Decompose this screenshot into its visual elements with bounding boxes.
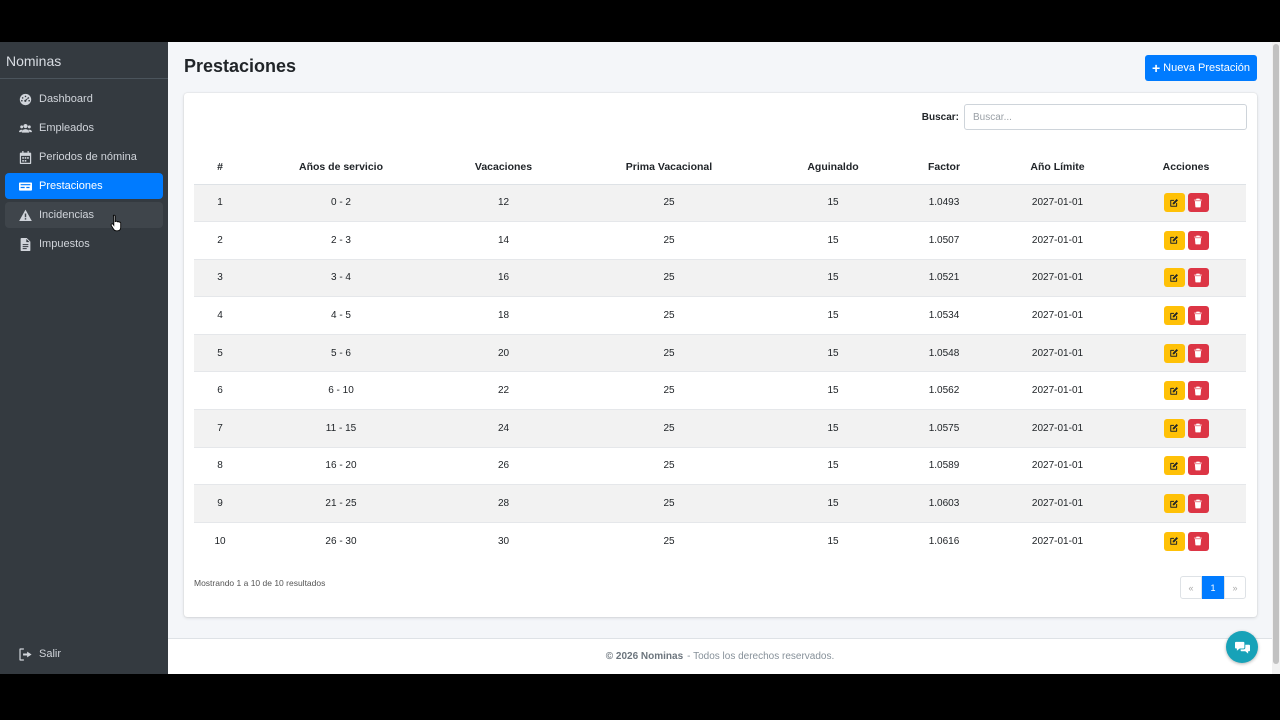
search-label: Buscar: xyxy=(921,111,959,123)
edit-icon xyxy=(1169,348,1179,358)
sidebar-item-dashboard[interactable] xyxy=(5,86,163,112)
scrollbar-thumb[interactable] xyxy=(1273,44,1279,664)
edit-icon xyxy=(1169,311,1179,321)
edit-button[interactable] xyxy=(1164,532,1185,551)
table-cell: 18 xyxy=(436,297,571,335)
table-cell: 15 xyxy=(767,184,899,222)
actions-cell xyxy=(1126,297,1246,335)
table-cell: 2027-01-01 xyxy=(989,259,1126,297)
row-actions xyxy=(1164,419,1209,438)
table-row xyxy=(194,447,1246,485)
edit-icon xyxy=(1169,536,1179,546)
table-cell: 15 xyxy=(767,259,899,297)
row-actions xyxy=(1164,231,1209,250)
table-cell: 3 - 4 xyxy=(246,259,436,297)
delete-button[interactable] xyxy=(1188,419,1209,438)
table-cell: 1.0493 xyxy=(899,184,989,222)
search-input[interactable] xyxy=(964,104,1247,130)
edit-icon xyxy=(1169,499,1179,509)
app-screen xyxy=(0,42,1280,674)
edit-button[interactable] xyxy=(1164,344,1185,363)
table-cell: 15 xyxy=(767,297,899,335)
trash-icon xyxy=(1193,311,1203,321)
table-cell: 24 xyxy=(436,410,571,448)
delete-button[interactable] xyxy=(1188,193,1209,212)
table-cell: 15 xyxy=(767,447,899,485)
chat-button[interactable] xyxy=(1226,631,1258,663)
sidebar-nav xyxy=(0,79,168,257)
trash-icon xyxy=(1193,198,1203,208)
table-cell: 8 xyxy=(194,447,246,485)
table-cell: 2027-01-01 xyxy=(989,410,1126,448)
edit-button[interactable] xyxy=(1164,193,1185,212)
table-cell: 2 xyxy=(194,222,246,260)
table-cell: 1.0575 xyxy=(899,410,989,448)
column-header-factor[interactable]: Factor xyxy=(899,150,989,184)
pagination-prev-button[interactable]: « xyxy=(1180,576,1202,599)
edit-icon xyxy=(1169,273,1179,283)
search-bar xyxy=(922,104,1247,130)
table-cell: 6 xyxy=(194,372,246,410)
document-icon xyxy=(18,237,32,251)
actions-cell xyxy=(1126,259,1246,297)
edit-button[interactable] xyxy=(1164,494,1185,513)
table-cell: 1.0562 xyxy=(899,372,989,410)
table-cell: 26 xyxy=(436,447,571,485)
actions-cell xyxy=(1126,522,1246,560)
table-row xyxy=(194,372,1246,410)
table-cell: 25 xyxy=(571,485,767,523)
prestaciones-card xyxy=(184,93,1257,617)
table-cell: 4 xyxy=(194,297,246,335)
hand-cursor-icon xyxy=(110,214,122,232)
trash-icon xyxy=(1193,386,1203,396)
calendar-icon xyxy=(18,150,32,164)
table-cell: 14 xyxy=(436,222,571,260)
delete-button[interactable] xyxy=(1188,231,1209,250)
delete-button[interactable] xyxy=(1188,268,1209,287)
row-actions xyxy=(1164,344,1209,363)
table-row xyxy=(194,485,1246,523)
table-cell: 28 xyxy=(436,485,571,523)
table-cell: 25 xyxy=(571,259,767,297)
column-header-acciones: Acciones xyxy=(1126,150,1246,184)
table-cell: 1.0589 xyxy=(899,447,989,485)
table-cell: 25 xyxy=(571,372,767,410)
table-cell: 1.0507 xyxy=(899,222,989,260)
table-cell: 2027-01-01 xyxy=(989,522,1126,560)
footer-copyright: © 2026 Nominas xyxy=(605,651,684,662)
table-cell: 2027-01-01 xyxy=(989,222,1126,260)
actions-cell xyxy=(1126,334,1246,372)
table-cell: 11 - 15 xyxy=(246,410,436,448)
table-cell: 15 xyxy=(767,222,899,260)
row-actions xyxy=(1164,268,1209,287)
column-header-vacaciones[interactable]: Vacaciones xyxy=(436,150,571,184)
actions-cell xyxy=(1126,222,1246,260)
table-cell: 2 - 3 xyxy=(246,222,436,260)
pagination-page-button[interactable]: 1 xyxy=(1202,576,1224,599)
edit-icon xyxy=(1169,198,1179,208)
row-actions xyxy=(1164,456,1209,475)
table-cell: 1.0521 xyxy=(899,259,989,297)
column-header-anos-servicio[interactable]: Años de servicio xyxy=(246,150,436,184)
table-cell: 1.0603 xyxy=(899,485,989,523)
chat-icon xyxy=(1235,640,1250,655)
table-cell: 2027-01-01 xyxy=(989,485,1126,523)
new-prestacion-label: Nueva Prestación xyxy=(1163,62,1250,74)
table-cell: 25 xyxy=(571,297,767,335)
table-cell: 5 - 6 xyxy=(246,334,436,372)
dashboard-icon xyxy=(18,92,32,106)
table-cell: 15 xyxy=(767,334,899,372)
sidebar-item-label: Dashboard xyxy=(39,93,93,105)
table-cell: 2027-01-01 xyxy=(989,184,1126,222)
brand-title[interactable]: Nominas xyxy=(0,42,168,79)
actions-cell xyxy=(1126,447,1246,485)
edit-button[interactable] xyxy=(1164,381,1185,400)
edit-icon xyxy=(1169,386,1179,396)
edit-icon xyxy=(1169,235,1179,245)
users-icon xyxy=(18,121,32,135)
table-cell: 25 xyxy=(571,522,767,560)
table-cell: 22 xyxy=(436,372,571,410)
logout-button[interactable] xyxy=(5,641,163,667)
warning-icon xyxy=(18,208,32,222)
sidebar-item-empleados[interactable] xyxy=(5,115,163,141)
delete-button[interactable] xyxy=(1188,381,1209,400)
sidebar-item-label: Incidencias xyxy=(39,209,95,221)
delete-button[interactable] xyxy=(1188,532,1209,551)
table-row xyxy=(194,184,1246,222)
table-cell: 6 - 10 xyxy=(246,372,436,410)
logout-label: Salir xyxy=(39,648,62,660)
trash-icon xyxy=(1193,235,1203,245)
actions-cell xyxy=(1126,184,1246,222)
delete-button[interactable] xyxy=(1188,494,1209,513)
table-cell: 7 xyxy=(194,410,246,448)
table-body xyxy=(194,184,1246,560)
sign-out-icon xyxy=(18,647,32,661)
table-cell: 16 xyxy=(436,259,571,297)
table-cell: 21 - 25 xyxy=(246,485,436,523)
sidebar-item-label: Periodos de nómina xyxy=(39,151,137,163)
new-prestacion-button[interactable] xyxy=(1145,55,1257,81)
row-actions xyxy=(1164,532,1209,551)
footer xyxy=(168,638,1272,674)
pagination-next-button[interactable]: » xyxy=(1224,576,1246,599)
table-cell: 1.0534 xyxy=(899,297,989,335)
page-title: Prestaciones xyxy=(184,56,297,76)
edit-button[interactable] xyxy=(1164,456,1185,475)
table-row xyxy=(194,222,1246,260)
table-cell: 30 xyxy=(436,522,571,560)
table-cell: 20 xyxy=(436,334,571,372)
table-row xyxy=(194,410,1246,448)
card-icon xyxy=(18,179,32,193)
trash-icon xyxy=(1193,536,1203,546)
table-cell: 16 - 20 xyxy=(246,447,436,485)
row-actions xyxy=(1164,494,1209,513)
column-header-ano-limite[interactable]: Año Límite xyxy=(989,150,1126,184)
table-row xyxy=(194,259,1246,297)
table-cell: 2027-01-01 xyxy=(989,447,1126,485)
trash-icon xyxy=(1193,348,1203,358)
column-header-aguinaldo[interactable]: Aguinaldo xyxy=(767,150,899,184)
sidebar xyxy=(0,42,168,674)
column-header-number[interactable]: # xyxy=(194,150,246,184)
edit-icon xyxy=(1169,461,1179,471)
actions-cell xyxy=(1126,372,1246,410)
pagination-info: Mostrando 1 a 10 de 10 resultados xyxy=(194,578,326,588)
table-cell: 2027-01-01 xyxy=(989,334,1126,372)
delete-button[interactable] xyxy=(1188,344,1209,363)
edit-button[interactable] xyxy=(1164,306,1185,325)
table-cell: 25 xyxy=(571,222,767,260)
table-cell: 25 xyxy=(571,447,767,485)
table-cell: 1.0548 xyxy=(899,334,989,372)
sidebar-item-label: Prestaciones xyxy=(39,180,103,192)
edit-button[interactable] xyxy=(1164,419,1185,438)
table-cell: 12 xyxy=(436,184,571,222)
table-cell: 2027-01-01 xyxy=(989,297,1126,335)
edit-icon xyxy=(1169,423,1179,433)
plus-icon: + xyxy=(1151,60,1161,76)
table-cell: 25 xyxy=(571,334,767,372)
row-actions xyxy=(1164,193,1209,212)
trash-icon xyxy=(1193,499,1203,509)
table-cell: 10 xyxy=(194,522,246,560)
table-row xyxy=(194,522,1246,560)
table-cell: 15 xyxy=(767,522,899,560)
table-cell: 9 xyxy=(194,485,246,523)
table-cell: 25 xyxy=(571,184,767,222)
table-cell: 2027-01-01 xyxy=(989,372,1126,410)
column-header-prima-vacacional[interactable]: Prima Vacacional xyxy=(571,150,767,184)
row-actions xyxy=(1164,306,1209,325)
table-row xyxy=(194,297,1246,335)
table-cell: 4 - 5 xyxy=(246,297,436,335)
table-cell: 0 - 2 xyxy=(246,184,436,222)
main-content xyxy=(168,42,1272,674)
table-cell: 1 xyxy=(194,184,246,222)
sidebar-item-periodos[interactable] xyxy=(5,144,163,170)
table-cell: 3 xyxy=(194,259,246,297)
table-cell: 15 xyxy=(767,410,899,448)
sidebar-item-impuestos[interactable] xyxy=(5,231,163,257)
prestaciones-table xyxy=(194,150,1246,560)
delete-button[interactable] xyxy=(1188,306,1209,325)
actions-cell xyxy=(1126,410,1246,448)
table-cell: 25 xyxy=(571,410,767,448)
actions-cell xyxy=(1126,485,1246,523)
table-cell: 1.0616 xyxy=(899,522,989,560)
sidebar-item-prestaciones[interactable] xyxy=(5,173,163,199)
row-actions xyxy=(1164,381,1209,400)
table-cell: 15 xyxy=(767,485,899,523)
vertical-scrollbar[interactable] xyxy=(1272,42,1280,674)
trash-icon xyxy=(1193,423,1203,433)
footer-rights: - Todos los derechos reservados. xyxy=(687,651,835,662)
table-cell: 26 - 30 xyxy=(246,522,436,560)
table-header-row xyxy=(194,150,1246,184)
trash-icon xyxy=(1193,461,1203,471)
edit-button[interactable] xyxy=(1164,268,1185,287)
sidebar-item-label: Impuestos xyxy=(39,238,90,250)
pagination xyxy=(1180,576,1246,599)
table-cell: 5 xyxy=(194,334,246,372)
table-cell: 15 xyxy=(767,372,899,410)
edit-button[interactable] xyxy=(1164,231,1185,250)
sidebar-item-label: Empleados xyxy=(39,122,95,134)
table-row xyxy=(194,334,1246,372)
sidebar-item-incidencias[interactable] xyxy=(5,202,163,228)
delete-button[interactable] xyxy=(1188,456,1209,475)
trash-icon xyxy=(1193,273,1203,283)
